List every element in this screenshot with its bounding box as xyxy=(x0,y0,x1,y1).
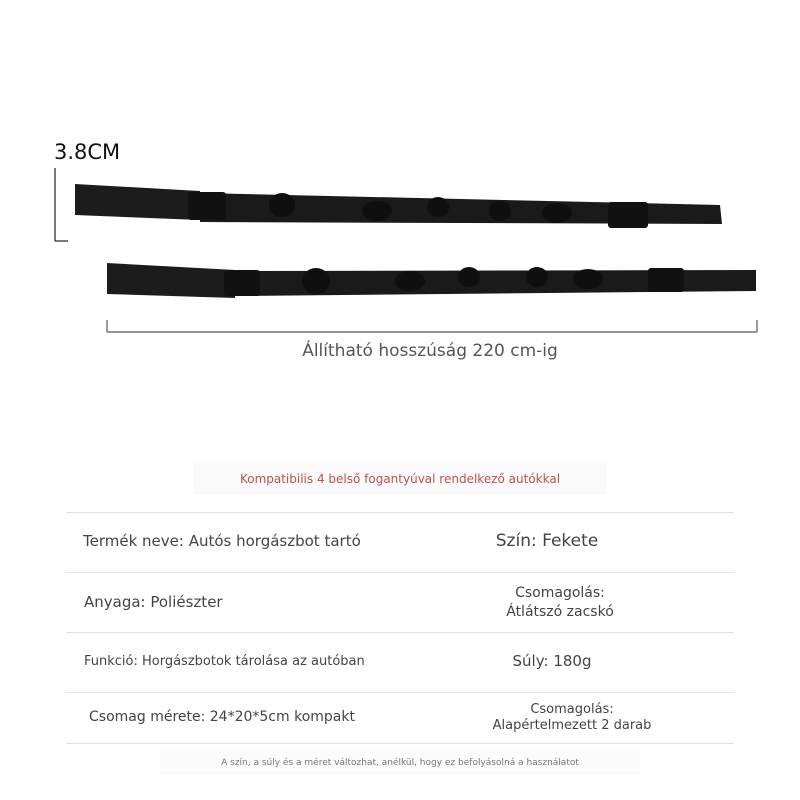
compatibility-banner: Kompatibilis 4 belső fogantyúval rendelkező autókkal xyxy=(193,463,607,495)
table-divider xyxy=(66,632,734,633)
table-divider xyxy=(66,692,734,693)
spec-function: Funkció: Horgászbotok tárolása az autóban xyxy=(84,654,365,669)
spec-packaging2-label: Csomagolás: xyxy=(530,702,614,717)
length-dimension-bracket xyxy=(107,320,757,332)
length-label: Állítható hosszúság 220 cm-ig xyxy=(302,341,558,361)
spec-product-name: Termék neve: Autós horgászbot tartó xyxy=(83,532,361,550)
strap-top xyxy=(75,184,722,228)
spec-package-size: Csomag mérete: 24*20*5cm kompakt xyxy=(89,709,355,725)
spec-packaging-value: Átlátszó zacskó xyxy=(506,604,614,620)
table-divider xyxy=(66,512,734,513)
spec-weight: Súly: 180g xyxy=(512,652,592,670)
spec-packaging2-value: Alapértelmezett 2 darab xyxy=(492,718,652,733)
table-divider xyxy=(66,572,734,573)
strap-bottom xyxy=(107,263,756,298)
spec-packaging-label: Csomagolás: xyxy=(515,585,605,601)
spec-material: Anyaga: Poliészter xyxy=(84,593,223,611)
disclaimer: A szín, a súly és a méret változhat, anélkül, hogy ez befolyásolná a használatot xyxy=(160,751,640,775)
width-label: 3.8CM xyxy=(54,140,121,164)
table-divider xyxy=(66,743,734,744)
width-dimension-bracket xyxy=(55,168,68,241)
spec-color: Szín: Fekete xyxy=(495,531,599,551)
